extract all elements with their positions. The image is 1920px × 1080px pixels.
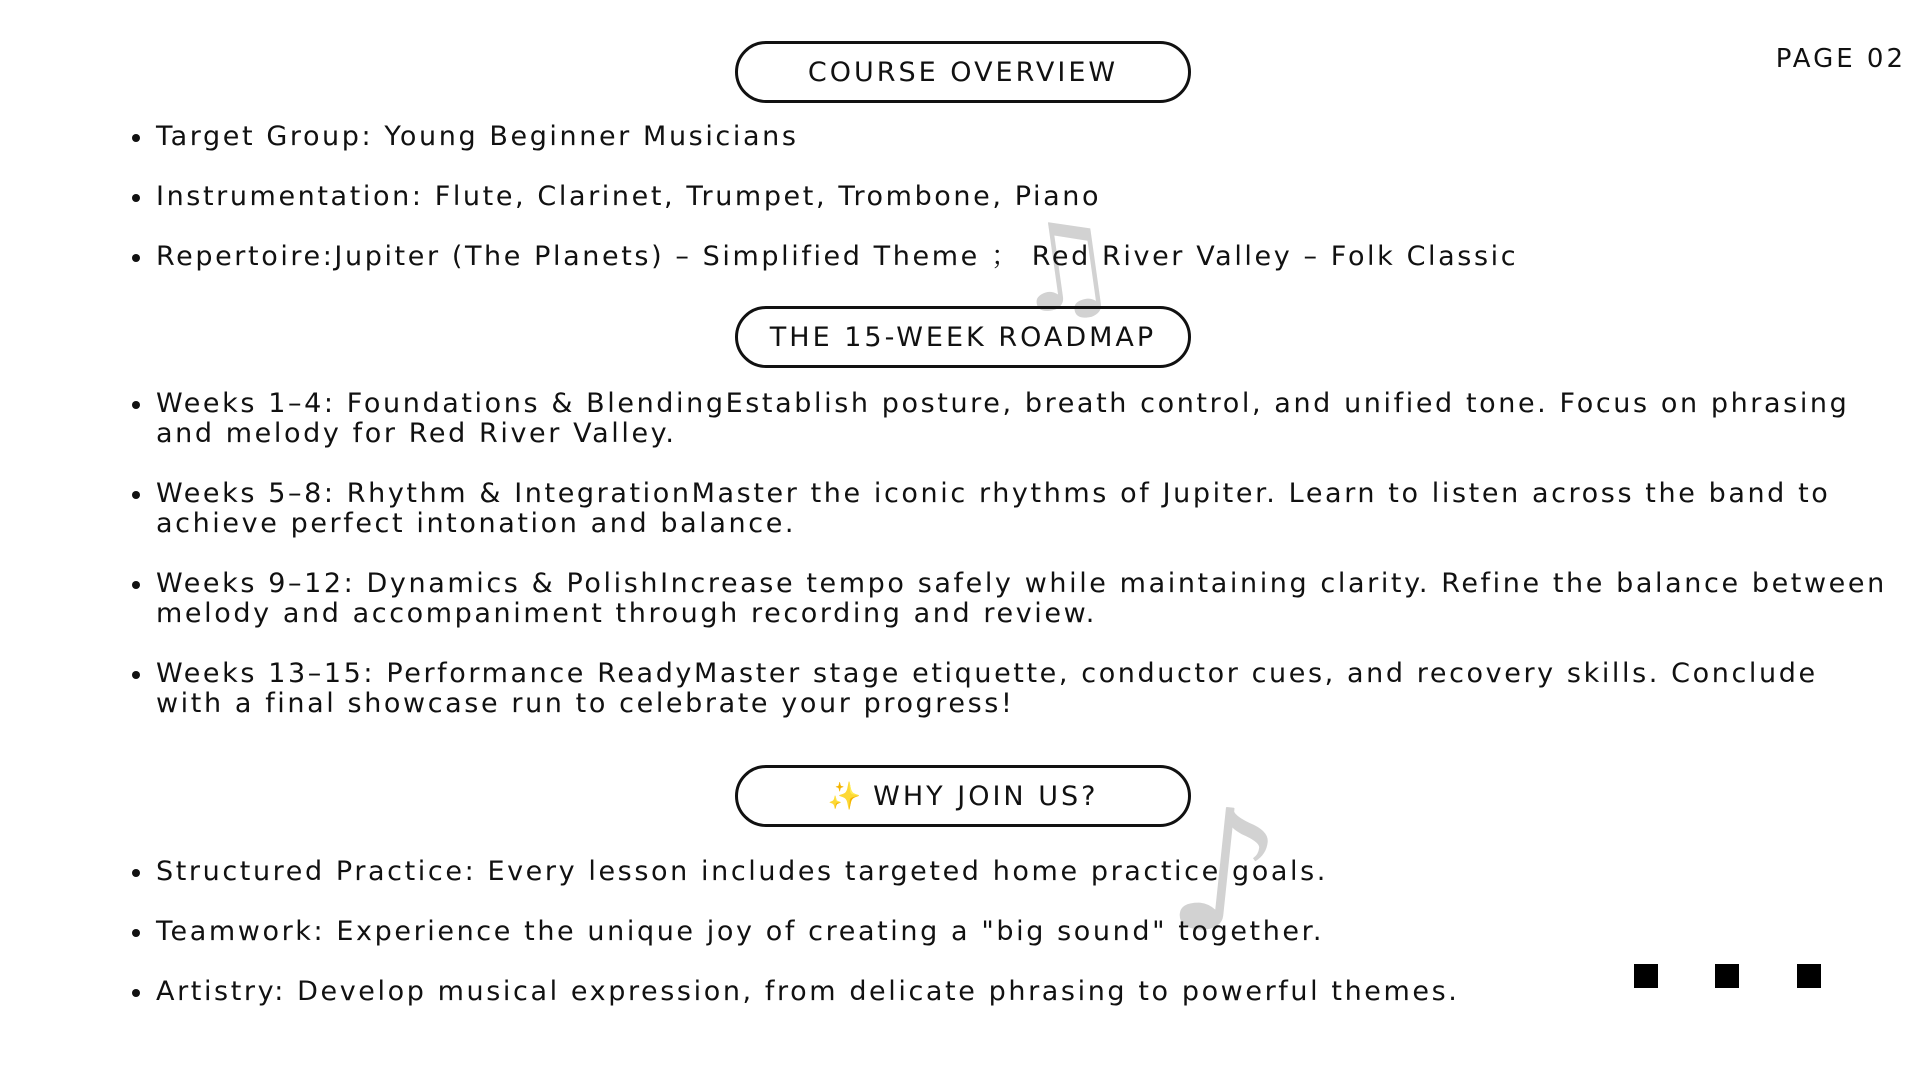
section-title-why-join-us <box>735 765 1191 827</box>
list-item-line: Weeks 1–4: Foundations & BlendingEstablish posture, breath control, and unified tone. Focus on phrasing <box>156 388 1850 419</box>
list-item-line: achieve perfect intonation and balance. <box>156 508 797 539</box>
list-item-line: Weeks 5–8: Rhythm & IntegrationMaster the iconic rhythms of Jupiter. Learn to listen across the band to <box>156 478 1831 509</box>
list-item-line: melody and accompaniment through recording and review. <box>156 598 1097 629</box>
list-item-line: Weeks 9–12: Dynamics & PolishIncrease tempo safely while maintaining clarity. Refine the balance between <box>156 568 1887 599</box>
list-item <box>128 659 1918 719</box>
list-item <box>128 917 1918 947</box>
roadmap-list <box>128 389 1918 719</box>
section-title-label: COURSE OVERVIEW <box>807 56 1119 88</box>
decorative-square <box>1634 964 1658 988</box>
section-title-label: THE 15-WEEK ROADMAP <box>769 321 1157 353</box>
list-item-text: Instrumentation: Flute, Clarinet, Trumpet, Trombone, Piano <box>156 181 1102 212</box>
section-title-course-overview <box>735 41 1191 103</box>
list-item-line: and melody for Red River Valley. <box>156 418 677 449</box>
page-number: PAGE 02 <box>1775 44 1906 74</box>
section-title-label: WHY JOIN US? <box>873 780 1099 812</box>
list-item <box>128 857 1918 887</box>
list-item <box>128 389 1918 449</box>
sparkles-icon: ✨ <box>827 781 862 812</box>
list-item-text: Structured Practice: Every lesson includes targeted home practice goals. <box>156 856 1328 887</box>
list-item <box>128 242 1918 272</box>
list-item-line: Weeks 13–15: Performance ReadyMaster stage etiquette, conductor cues, and recovery skills. Conclude <box>156 658 1818 689</box>
list-item-text: Repertoire:Jupiter (The Planets) – Simplified Theme ； Red River Valley – Folk Classic <box>156 241 1519 272</box>
list-item <box>128 182 1918 212</box>
list-item <box>128 122 1918 152</box>
list-item-text: Teamwork: Experience the unique joy of creating a "big sound" together. <box>156 916 1325 947</box>
decorative-square <box>1797 964 1821 988</box>
list-item-line: with a final showcase run to celebrate your progress! <box>156 688 1015 719</box>
course-overview-list <box>128 122 1918 272</box>
section-title-roadmap <box>735 306 1191 368</box>
beamed-music-note-icon: ♫ <box>1000 191 1127 344</box>
list-item <box>128 479 1918 539</box>
eighth-music-note-icon: ♪ <box>1159 768 1289 978</box>
decorative-square <box>1715 964 1739 988</box>
list-item-text: Target Group: Young Beginner Musicians <box>156 121 799 152</box>
list-item-text: Artistry: Develop musical expression, from delicate phrasing to powerful themes. <box>156 976 1460 1007</box>
list-item <box>128 569 1918 629</box>
